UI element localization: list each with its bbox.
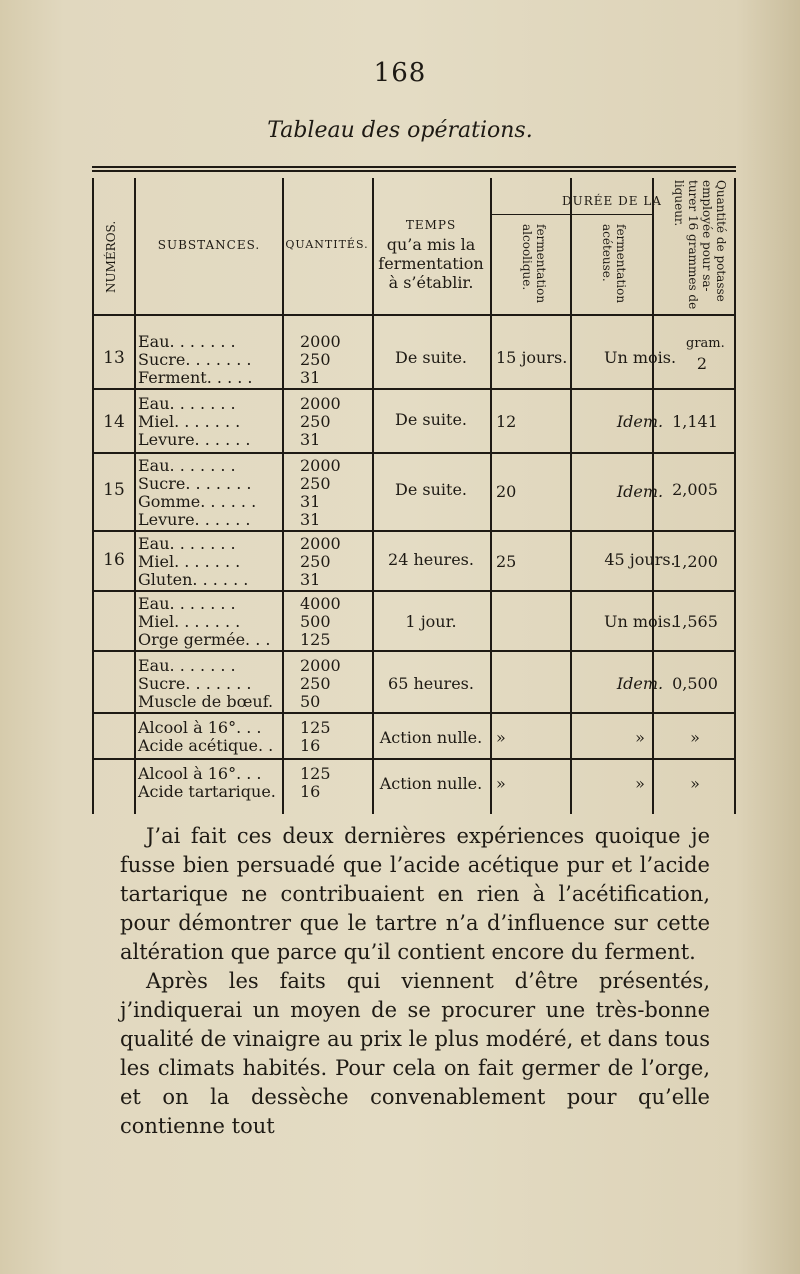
table-rule bbox=[282, 178, 284, 814]
table-rule bbox=[92, 758, 736, 760]
table-rule bbox=[734, 178, 736, 814]
header-substances: SUBSTANCES. bbox=[157, 238, 261, 252]
table-rule bbox=[134, 178, 136, 814]
paragraph: J’ai fait ces deux dernières expériences quoique je fusse bien persuadé que l’acide acétique pur et l’acide tartarique ne contribuaient en rien à l’acétification, pour démontrer que le tartre n’a d’influence sur cette altération que parce qu’il contient encore du ferment. bbox=[120, 824, 710, 964]
table-rule bbox=[92, 590, 736, 592]
operations-table: NUMÉROS. SUBSTANCES. QUANTITÉS. TEMPS qu’a mis la fermentation à s’établir. DURÉE DE LA fermentation alcoolique. fermentation acéteuse. Quantité de potasse employée pour sa-turer 16 grammes de liqueur. gram. 13 Eau. . . . . . . Sucre. . . . . . . Ferment. . . . . 2000 250 31 De suite. 15 jours. Un mois. 2 14 Eau. . . . . . . Miel. . . . . . . Levure. . . . . . 2000 250 31 De suite. 12 Idem. 1,141 15 Eau. . . . . . . Sucre. . . . . . . Gomme. . . . . . Levure. . . . . . 2000 250 31 31 De suite. 20 Idem. 2,005 16 Eau. . . . . . . Miel. . . . . . . Gluten. . . . . . 2000 250 31 24 heures. 25 45 jours. 1,200 Eau. . . . . . . Miel. . . . . . . Orge germée. . . 4000 500 125 1 jour. Un mois. 1,565 Eau. . . . . . . Sucre. . . . . . . Muscle de bœuf. 2000 250 50 65 heures. Idem. 0,500 Alcool à 16°. . . Acide acétique. . 125 16 Action nulle. » » » Alcool à 16°. . . Acide tartarique. 125 16 Action nulle. » » » bbox=[92, 166, 736, 814]
table-rule bbox=[92, 530, 736, 532]
table-rule bbox=[92, 388, 736, 390]
header-duree: DURÉE DE LA bbox=[562, 194, 662, 208]
header-acetique: fermentation acéteuse. bbox=[600, 224, 628, 304]
table-rule bbox=[490, 214, 654, 215]
header-alcoolique: fermentation alcoolique. bbox=[520, 224, 548, 304]
header-numeros: NUMÉROS. bbox=[104, 220, 118, 294]
table-rule bbox=[92, 452, 736, 454]
header-quantites: QUANTITÉS. bbox=[285, 238, 369, 251]
table-rule bbox=[92, 314, 736, 316]
table-rule bbox=[92, 712, 736, 714]
paragraph: Après les faits qui viennent d’être présentés, j’indiquerai un moyen de se procurer une très-bonne qualité de vinaigre au prix le plus modéré, et dans tous les climats habités. Pour cela on fait germer de l’orge, et on la dessèche convenablement pour qu’elle contienne tout bbox=[120, 969, 710, 1138]
header-temps: TEMPS qu’a mis la fermentation à s’établir. bbox=[378, 218, 484, 292]
table-rule bbox=[92, 650, 736, 652]
unit-label: gram. bbox=[686, 336, 725, 351]
page-number: 168 bbox=[373, 58, 427, 88]
page-title: Tableau des opérations. bbox=[267, 118, 533, 143]
body-text bbox=[120, 822, 710, 1141]
header-potasse: Quantité de potasse employée pour sa-turer 16 grammes de liqueur. bbox=[672, 180, 728, 310]
